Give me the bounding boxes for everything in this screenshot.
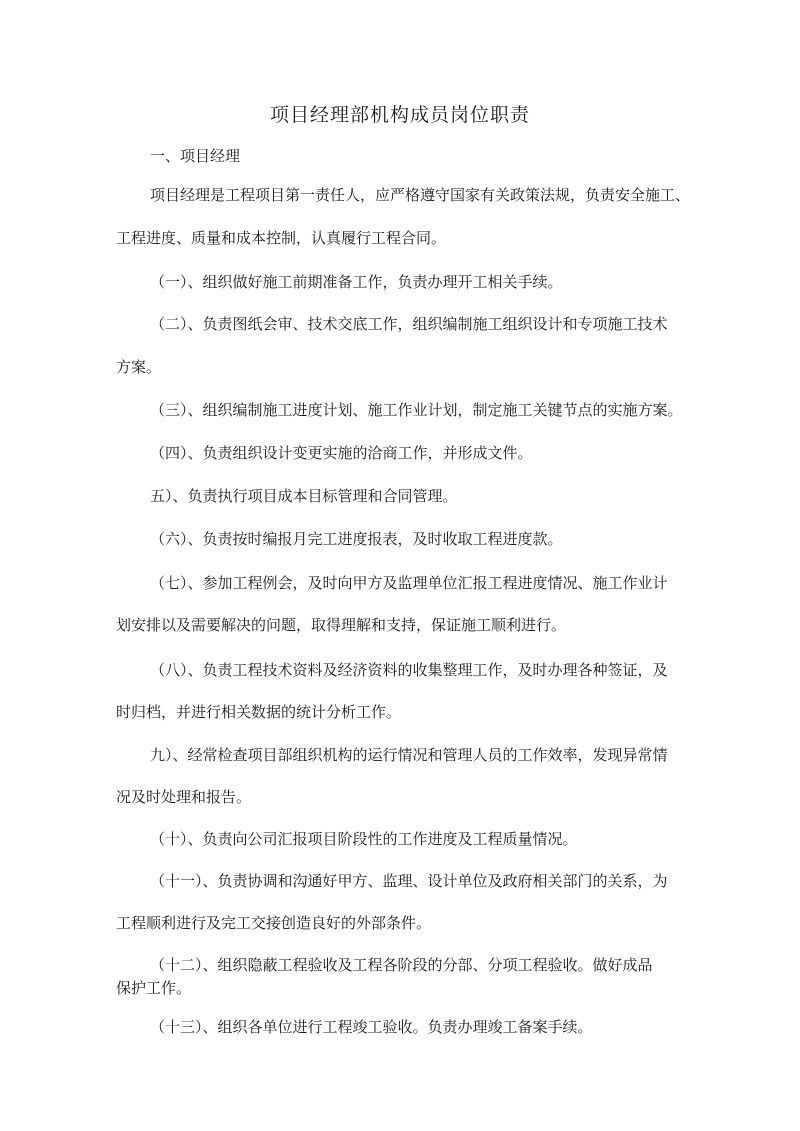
document-title: 项目经理部机构成员岗位职责 — [269, 104, 530, 126]
list-item: （十三）、组织各单位进行工程竣工验收。负责办理竣工备案手续。 — [150, 1018, 593, 1036]
list-item: （三）、组织编制施工进度计划、施工作业计划，制定施工关键节点的实施方案。 — [150, 401, 683, 419]
list-item: （一）、组织做好施工前期准备工作，负责办理开工相关手续。 — [150, 273, 563, 291]
list-item: （十二）、组织隐蔽工程验收及工程各阶段的分部、分项工程验收。做好成品 — [150, 956, 653, 974]
list-item: （八）、负责工程技术资料及经济资料的收集整理工作，及时办理各种签证，及 — [150, 661, 668, 679]
list-item-continuation: 划安排以及需要解决的问题，取得理解和支持，保证施工顺利进行。 — [116, 616, 567, 634]
paragraph-line: 工程进度、质量和成本控制，认真履行工程合同。 — [116, 229, 447, 247]
list-item-continuation: 保护工作。 — [116, 979, 192, 997]
list-item-continuation: 时归档，并进行相关数据的统计分析工作。 — [116, 703, 402, 721]
list-item: 五）、负责执行项目成本目标管理和合同管理。 — [150, 487, 458, 505]
list-item-continuation: 工程顺利进行及完工交接创造良好的外部条件。 — [116, 914, 432, 932]
list-item: （七）、参加工程例会，及时向甲方及监理单位汇报工程进度情况、施工作业计 — [150, 574, 668, 592]
list-item-continuation: 方案。 — [116, 358, 162, 376]
list-item: （二）、负责图纸会审、技术交底工作，组织编制施工组织设计和专项施工技术 — [150, 315, 668, 333]
list-item: 九）、经常检查项目部组织机构的运行情况和管理人员的工作效率，发现异常情 — [150, 746, 668, 764]
section-heading: 一、项目经理 — [150, 147, 241, 165]
list-item: （六）、负责按时编报月完工进度报表，及时收取工程进度款。 — [150, 530, 563, 548]
list-item: （十）、负责向公司汇报项目阶段性的工作进度及工程质量情况。 — [150, 830, 578, 848]
list-item: （十一）、负责协调和沟通好甲方、监理、设计单位及政府相关部门的关系，为 — [150, 872, 668, 890]
paragraph-line: 项目经理是工程项目第一责任人，应严格遵守国家有关政策法规，负责安全施工、 — [150, 186, 691, 204]
list-item: （四）、负责组织设计变更实施的洽商工作，并形成文件。 — [150, 444, 533, 462]
list-item-continuation: 况及时处理和报告。 — [116, 788, 252, 806]
